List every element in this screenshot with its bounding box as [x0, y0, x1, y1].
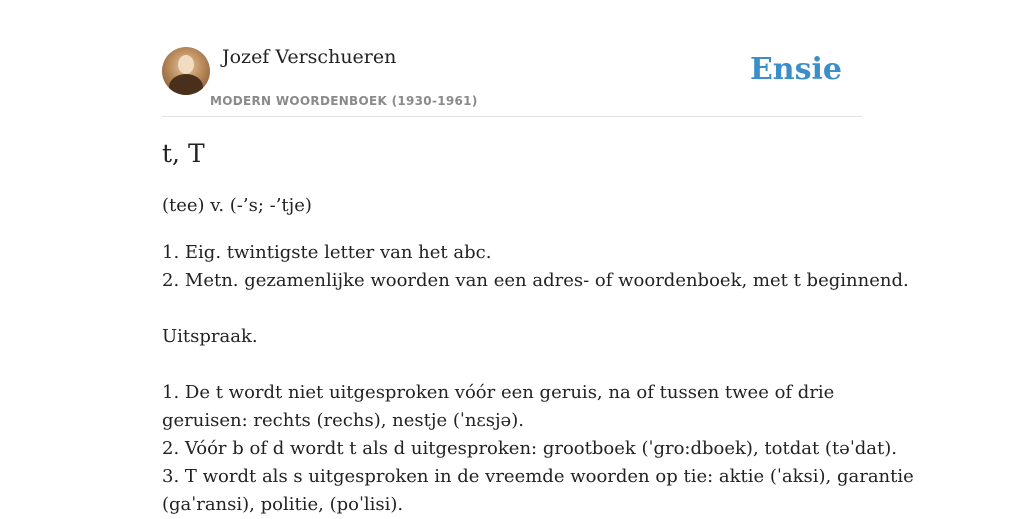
author-avatar[interactable] [162, 47, 210, 95]
page-container [162, 0, 914, 515]
meaning-line: 1. Eig. twintigste letter van het abc. [162, 242, 492, 263]
entry-body [162, 192, 914, 519]
entry-title: t, T [162, 139, 205, 168]
spacer [162, 220, 882, 239]
section-heading: Uitspraak. [162, 326, 258, 347]
avatar-head-shape [178, 55, 194, 74]
header [162, 0, 862, 117]
pronunciation-line: geruisen: rechts (rechs), nestje (ˈnɛsjə). [162, 410, 524, 431]
brand-logo[interactable]: Ensie [749, 52, 842, 87]
spacer [162, 351, 882, 379]
pronunciation-line: (gaˈransi), politie, (poˈlisi). [162, 494, 404, 515]
pronunciation-line: 1. De t wordt niet uitgesproken vóór een geruis, na of tussen twee of drie [162, 382, 835, 403]
pronunciation-line: 2. Vóór b of d wordt t als d uitgesproken: grootboek (ˈgro:dboek), totdat (təˈdat). [162, 438, 898, 459]
meaning-line: 2. Metn. gezamenlijke woorden van een adres- of woordenboek, met t beginnend. [162, 270, 909, 291]
avatar-body-shape [169, 74, 203, 95]
author-name[interactable]: Jozef Verschueren [222, 46, 397, 68]
source-label[interactable]: MODERN WOORDENBOEK (1930-1961) [210, 94, 478, 108]
spacer [162, 295, 882, 323]
grammar-info: (tee) v. (-’s; -’tje) [162, 195, 312, 216]
pronunciation-line: 3. T wordt als s uitgesproken in de vreemde woorden op tie: aktie (ˈaksi), garantie [162, 466, 914, 487]
